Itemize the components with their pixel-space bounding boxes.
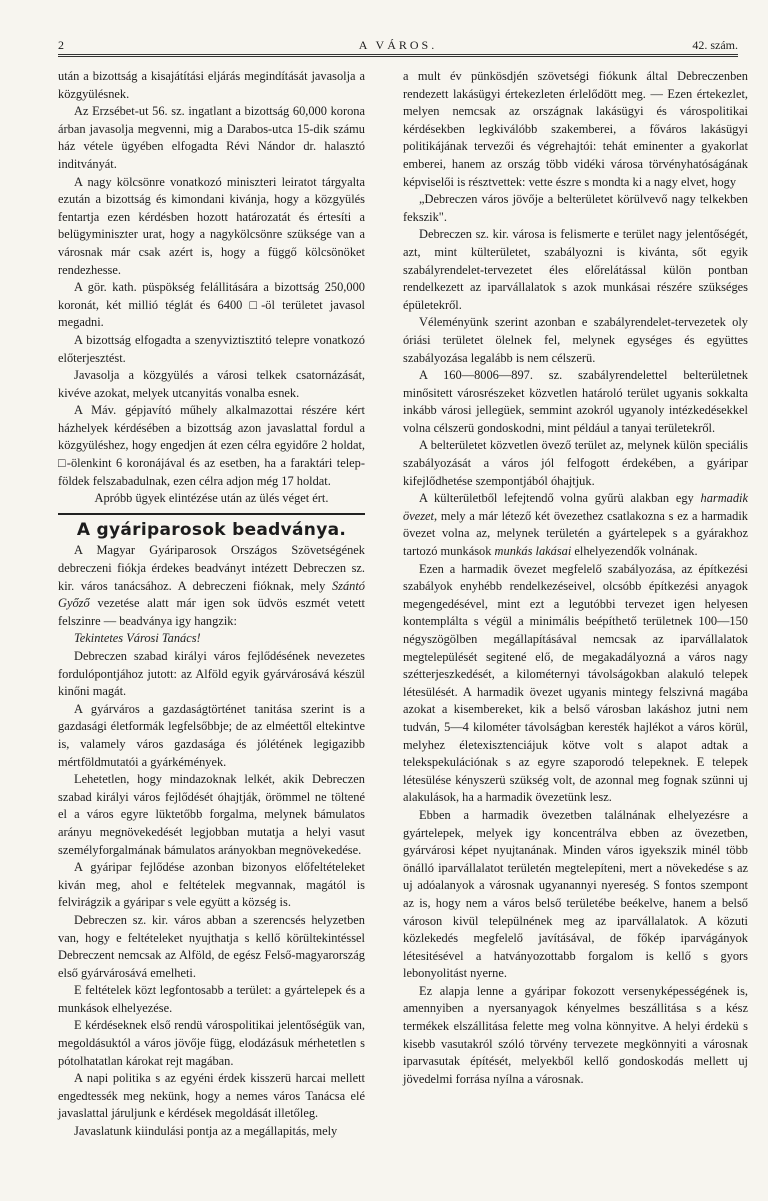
journal-title: A VÁROS. — [358, 38, 438, 52]
paragraph: Az Erzsébet-ut 56. sz. ingatlant a bizottság 60,000 korona árban javasolja megvenni, mig a Darabos-utca 15-dik számu ház vétele ügyében elfogadta Révi Nándor dr. halasztó inditványát. — [58, 104, 365, 171]
text-run: elhelyezendők volnának. — [571, 544, 698, 559]
text-run: , mely a már létező két övezethez csatlakozna s ez a harmadik övezet volna az, melynek területén a gyártelepek s a gyárakhoz tartozó munkások — [403, 508, 748, 559]
paragraph: A 160—8006—897. sz. szabályrendelettel belterületnek minősitett városrészeket közvetlen határoló terület ugyanis sokkalta inkább városi jellegüek, semmint azokról ugyanoly intézkedésekkel volna célszerü gondoskodni, mint például a tanyai területekről. — [403, 368, 748, 435]
emphasis: munkás lakásai — [494, 544, 572, 559]
header-rule — [58, 54, 738, 57]
paragraph: Véleményünk szerint azonban e szabályrendelet-tervezetek oly óriási területet ölelnek fel, melynek egységes és együttes szabályozása legalább is nem célszerü. — [403, 315, 748, 365]
issue-number: 42. szám. — [692, 38, 738, 52]
paragraph: E feltételek közt legfontosabb a terület: a gyártelepek és a munkások elhelyezése. — [58, 983, 365, 1015]
intro-text-end: vezetése alatt már igen sok üdvös eszmét vetett felszinre — beadványa igy hangzik: — [58, 596, 365, 628]
emphasis: harmadik övezet — [403, 491, 748, 523]
paragraph: Debreczen szabad királyi város fejlődésének nevezetes fordulópontjához jutott: az Alföld egyik gyárvárosává készül kinőni magát. — [58, 649, 365, 699]
intro-text: A Magyar Gyáriparosok Országos Szövetségének debreczeni fiókja érdekes beadványt intézett Debreczen sz. kir. város tanácsához. A debreczeni fióknak, mely — [58, 543, 365, 593]
right-column — [403, 68, 748, 1088]
paragraph: A Máv. gépjavító műhely alkalmazottai részére kért házhelyek kérdésében a bizottság azon javaslattal fordul a közgyüléshez, hogy engedjen át ezen célra egyidőre 2 holdat, □-ölenkint 6 koronájával és az esetben, ha a faraktári telep-földek felszabadulnak, ezen célra adjon még 17 holdat. — [58, 403, 365, 488]
left-column — [58, 68, 365, 1141]
paragraph: A nagy kölcsönre vonatkozó miniszteri leiratot tárgyalta ezután a bizottság és kimondani kivánja, hogy a közgyülés fentartja ezen kérdésben hozott határozatát és értesíti a belügyminiszter urat, hogy a nagykölcsönre szüksége van a városnak már csak azért is, hogy a függő kölcsönöket rendezhesse. — [58, 174, 365, 277]
paragraph: A gyárváros a gazdaságtörténet tanitása szerint is a gazdasági életformák legfelsőbbje; de az elméettől eltekintve is, valamely város gazdasága és jólétének legigazibb mértföldmutatói a gyárkémények. — [58, 701, 365, 769]
paragraph — [403, 490, 748, 560]
closing-line: Apróbb ügyek elintézése után az ülés véget ért. — [94, 491, 329, 506]
page-number: 2 — [58, 38, 65, 52]
paragraph: Ezen a harmadik övezet megfelelő szabályozása, az építkezési szabályok enyhébb rendelkezéseivel, olcsóbb építkezési anyagok megengedésével, mint ezt a legutóbbi tervezet igen helyesen kontemplálta s végül a minimális beépíthető területnek 100—150 négyszögölben megállapításával nemcsak az iparvállalatok megtelepülését segitené elő, de megakadályozná a város nagy szétterjeszkedését, a kilométernyi távolságokban alakuló telepek létesülését. A harmadik övezet ugyanis mintegy felszivná magába azokat a kisembereket, kik a belső városban lakáshoz jutni nem tudván, 5—4 kilométer távolságban keresték hajlékot a város körül, melyhez életexisztenciájuk kötve volt s alapot adtak a telekspekulációnak s az egyre szaporodó telepeknek. E telepek létesülése kényszerü szükség volt, de azonnal meg fognak szünni uj alakulások, ha a harmadik övezetünk lesz. — [403, 561, 748, 805]
paragraph: a mult év pünkösdjén szövetségi fiókunk által Debreczenben rendezett lakásügyi értekezleten érlelődött meg. — Ezen értekezlet, melyen nemcsak az országnak lakásügyi és várospolitikai kérdésekben legkiválóbb szakemberei, a főváros lakásügyi politikájának tervezői és végrehajtói: tehát eminenter a gyakorlat emberei, hanem az ország több vidéki városa törvényhatóságának képviselői is résztvettek: vette észre s mondta ki a nagy elvet, hogy — [403, 69, 748, 189]
paragraph: A belterületet közvetlen övező terület az, melynek külön speciális szabályozását a város jól felfogott érdekében, a gyáripar kifejlődhetése szempontjából óhajtjuk. — [403, 438, 748, 488]
paragraph: Lehetetlen, hogy mindazoknak lelkét, akik Debreczen szabad királyi város fejlődését óhajtják, örömmel ne töltené el a város egyre lüktetőbb forgalma, melynek bámulatos arányu megnövekedését legjobban mutatja a helyi vasut személyforgalmának bámulatos arányokban megnövekedése. — [58, 772, 365, 857]
paragraph: E kérdéseknek első rendü várospolitikai jelentőségük van, megoldásuktól a város jövője függ, elodázásuk mérhetetlen s pótolhatatlan károkat rejt magában. — [58, 1018, 365, 1068]
person-name: Szántó Győző — [58, 578, 365, 611]
paragraph: A napi politika s az egyéni érdek kisszerü harcai mellett engedtessék meg nekünk, hogy a nemes város Tanácsa elé javaslattal járuljunk e kérdések megoldását illetőleg. — [58, 1071, 365, 1121]
text-run: A külterületből lefejtendő volna gyűrü alakban egy — [419, 491, 701, 506]
paragraph: A gyáripar fejlődése azonban bizonyos előfeltételeket kiván meg, ahol e feltételek megvannak, magától is felvirágzik a gyáripar s vele együtt a község is. — [58, 860, 365, 910]
salutation: Tekintetes Városi Tanács! — [74, 631, 201, 646]
paragraph: A gör. kath. püspökség felállitására a bizottság 250,000 koronát, két millió téglát és 6400 □-öl területet javasol megadni. — [58, 280, 365, 330]
quote: „Debreczen város jövője a belterületet körülvevő nagy telkekben fekszik". — [403, 192, 748, 224]
paragraph: Ebben a harmadik övezetben találnának elhelyezésre a gyártelepek, melyek igy koncentrálva ebben az övezetben, gyárvárosi képet nyujtanának. Minden város igyekszik minél több önálló iparvállalatot területén megtelepíteni, mert a növekedése s az uj adóalanyok a városnak ugyanannyi nyereség. S fontos szempont az is, hogy nem a város belső területébe beékelve, hanem a belső városon kivül települnének meg az iparvállalatok. A közuti közlekedés megfelelő javításával, de főkép iparvágányok létesitésével a hatványozottabb forgalom is kellő s gyors lebonyolitást nyerne. — [403, 807, 748, 981]
paragraph: Debreczen sz. kir. városa is felismerte e terület nagy jelentőségét, azt, mint külterületet, szabályozni is kivánta, sőt egyik szabályrendelet-tervezetet éles előrelátással külön pontban rendelkezett az iparvállalatok s azok munkásai részére szükséges épületekről. — [403, 227, 748, 312]
paragraph: után a bizottság a kisajátítási eljárás megindítását javasolja a közgyülésnek. — [58, 69, 365, 101]
paragraph: Ez alapja lenne a gyáripar fokozott versenyképességének is, amennyiben a nyersanyagok kényelmes beszállitása s a kész termékek elszállitása felette meg volna könnyitve. A helyi érdekü s kisebb vasutakról szóló törvény tervezete megkönnyiti a városnak iparvasutak építését, melyekből kellő gondoskodás mellett uj jövedelmi forrása nyílna a városnak. — [403, 983, 748, 1086]
paragraph: Debreczen sz. kir. város abban a szerencsés helyzetben van, hogy e feltételeket nyujthatja s kellő körültekintéssel Debreczent nemcsak az Alföld, de egész Felső-magyarország első gyárvárosává emelheti. — [58, 912, 365, 980]
section-divider — [58, 513, 365, 515]
paragraph: A bizottság elfogadta a szenyviztisztitó telepre vonatkozó előterjesztést. — [58, 332, 365, 365]
paragraph: Javaslatunk kiindulási pontja az a megállapitás, mely — [74, 1124, 338, 1139]
paragraph: Javasolja a közgyülés a városi telkek csatornázását, kivéve azokat, melyek utcanyitás vonalba esnek. — [58, 368, 365, 400]
section-title: A gyáriparosok beadványa. — [76, 519, 347, 540]
intro-paragraph — [58, 542, 365, 630]
